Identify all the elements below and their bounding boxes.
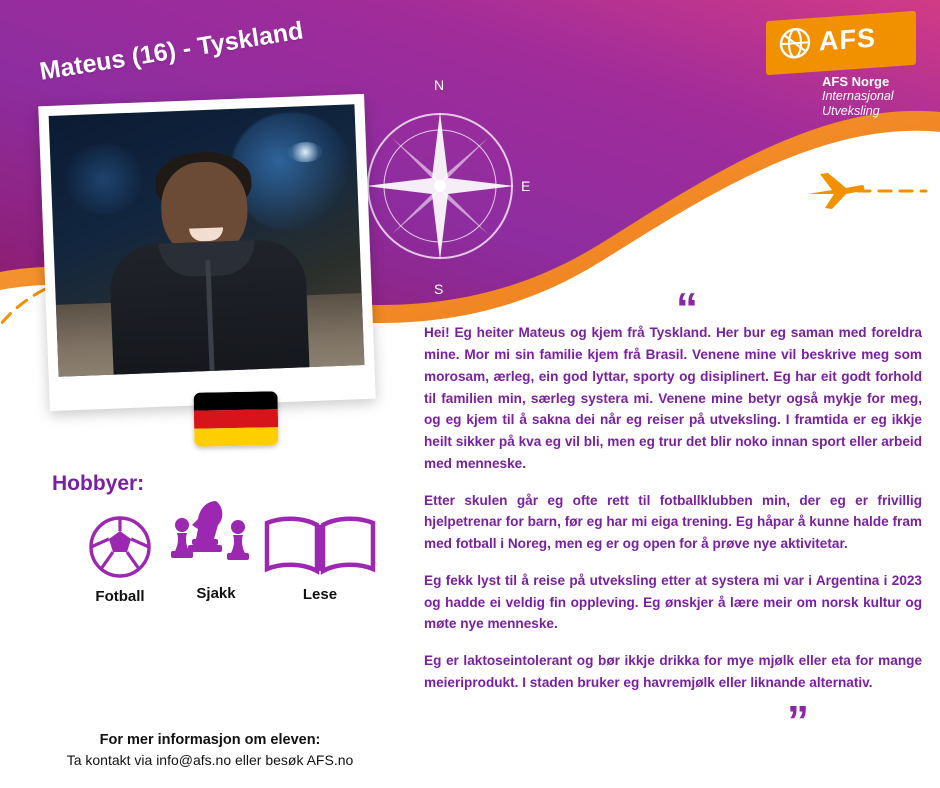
- hobbies-heading: Hobbyer:: [52, 472, 145, 495]
- chess-icon: [168, 495, 264, 579]
- flag-band-red: [194, 409, 278, 428]
- story-paragraph-1: Hei! Eg heiter Mateus og kjem frå Tyskland. Her bur eg saman med foreldra mine. Mor mi sin familie kjem frå Brasil. Venene mine vil beskrive meg som morosam, ærleg, ein god lyttar, sporty og disiplinert. Eg har eit godt forhold til familien min, særleg systera mi. Venene mine betyr også mykje for meg, og eg kjem til å sakna dei når eg reiser på utveksling. I framtida er eg ikkje heilt sikker på kva eg vil bli, men eg trur det blir noko innan sport eller arbeid med menneske.: [424, 325, 922, 471]
- hobby-label-chess: Sjakk: [196, 585, 236, 602]
- hobby-label-reading: Lese: [302, 586, 338, 603]
- germany-flag: [194, 391, 279, 446]
- compass-label-north: N: [434, 77, 445, 93]
- page-title: Mateus (16) - Tyskland: [37, 16, 306, 86]
- student-photo: [49, 104, 365, 377]
- compass-label-south: S: [434, 281, 444, 297]
- story-paragraph-3: Eg fekk lyst til å reise på utveksling etter at systera mi var i Argentina i 2023 og hadde ei veldig fin oppleving. Eg ønskjer å lære meir om norsk kultur og møte nye menneske.: [424, 572, 922, 632]
- plane-trail-dashes: [856, 186, 928, 196]
- logo-subtitle-line3: Utveksling: [822, 104, 880, 119]
- quote-close-icon: ”: [787, 696, 809, 746]
- logo-mark-row: [778, 21, 876, 62]
- story-paragraph-4: Eg er laktoseintolerant og bør ikkje drikka for mye mjølk eller eta for mange meieriprodukt. I staden bruker eg havremjølk eller liknande alternativ.: [424, 653, 922, 690]
- compass-rose-icon: [345, 68, 535, 298]
- logo-subtitle: [822, 74, 894, 119]
- hobby-label-football: Fotball: [95, 588, 145, 605]
- flag-band-black: [194, 391, 278, 410]
- afs-wordmark: AFS: [819, 22, 876, 57]
- photo-background-glow-left: [58, 142, 151, 215]
- open-book-icon: [261, 515, 379, 577]
- logo-subtitle-line1: AFS Norge: [822, 74, 890, 89]
- hobby-item-football: [60, 515, 180, 605]
- story-column: [424, 284, 922, 746]
- logo-subtitle-line2: Internasjonal: [822, 89, 894, 104]
- hobby-item-chess: [166, 495, 266, 602]
- hobby-item-reading: [258, 515, 382, 603]
- football-icon: [88, 515, 152, 579]
- compass-label-east: E: [521, 178, 531, 194]
- afs-logo: [766, 10, 926, 130]
- quote-open-icon: “: [676, 284, 698, 333]
- student-photo-frame: [38, 94, 375, 411]
- flag-band-gold: [194, 427, 278, 446]
- contact-footer: [30, 732, 390, 768]
- story-paragraph-2: Etter skulen går eg ofte rett til fotballklubben min, der eg er frivillig hjelpetrenar for barn, før eg har mi eiga trening. Eg håpar å kunne halde fram med fotball i Noreg, men eg er og open for å prøve nye aktivitetar.: [424, 492, 922, 552]
- contact-footer-line1: For mer informasjon om eleven:: [99, 732, 321, 748]
- afs-globe-icon: [778, 25, 812, 61]
- contact-footer-line2: Ta kontakt via info@afs.no eller besøk AFS.no: [66, 752, 354, 768]
